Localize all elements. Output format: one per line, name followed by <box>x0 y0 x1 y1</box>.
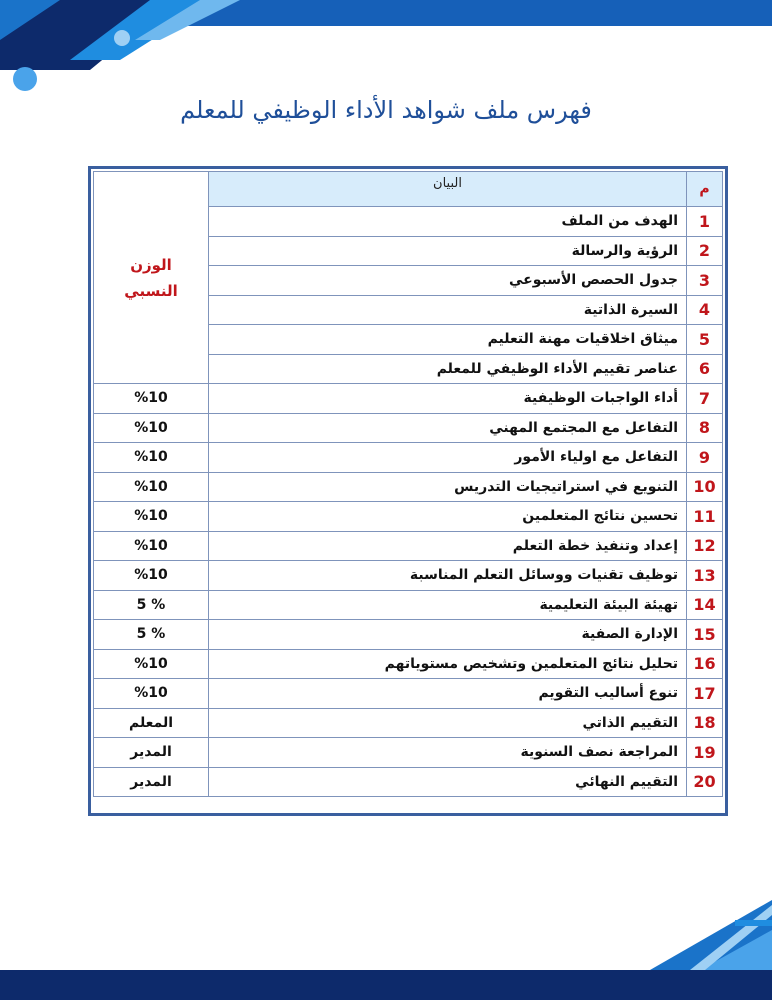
row-number: 20 <box>687 767 723 797</box>
row-weight: %10 <box>94 649 209 679</box>
row-statement: التقييم الذاتي <box>209 708 687 738</box>
row-number: 17 <box>687 679 723 709</box>
row-number: 14 <box>687 590 723 620</box>
table-row <box>94 590 723 620</box>
table-row <box>94 561 723 591</box>
row-number: 19 <box>687 738 723 768</box>
table-row <box>94 620 723 650</box>
weight-header-line-2: النسبي <box>124 282 178 300</box>
row-statement: التنويع في استراتيجيات التدريس <box>209 472 687 502</box>
row-statement: التفاعل مع اولياء الأمور <box>209 443 687 473</box>
row-number: 7 <box>687 384 723 414</box>
row-number: 12 <box>687 531 723 561</box>
table-row <box>94 649 723 679</box>
row-number: 10 <box>687 472 723 502</box>
page-title: فهرس ملف شواهد الأداء الوظيفي للمعلم <box>180 96 592 124</box>
row-weight: %10 <box>94 443 209 473</box>
row-statement: ميثاق اخلاقيات مهنة التعليم <box>209 325 687 355</box>
row-number: 18 <box>687 708 723 738</box>
row-number: 5 <box>687 325 723 355</box>
row-statement: تحليل نتائج المتعلمين وتشخيص مستوياتهم <box>209 649 687 679</box>
row-statement: الإدارة الصفية <box>209 620 687 650</box>
row-weight: %10 <box>94 561 209 591</box>
index-table <box>93 171 723 797</box>
row-weight: %10 <box>94 384 209 414</box>
row-statement: توظيف تقنيات ووسائل التعلم المناسبة <box>209 561 687 591</box>
row-number: 3 <box>687 266 723 296</box>
table-row <box>94 472 723 502</box>
row-statement: التفاعل مع المجتمع المهني <box>209 413 687 443</box>
row-number: 6 <box>687 354 723 384</box>
relative-weight-header <box>94 172 209 384</box>
row-weight: %10 <box>94 472 209 502</box>
table-row <box>94 502 723 532</box>
row-statement: السيرة الذاتية <box>209 295 687 325</box>
table-row <box>94 708 723 738</box>
table-row <box>94 679 723 709</box>
row-statement: جدول الحصص الأسبوعي <box>209 266 687 296</box>
table-row <box>94 384 723 414</box>
row-number: 4 <box>687 295 723 325</box>
row-weight: %10 <box>94 531 209 561</box>
bottom-banner-decoration <box>0 900 772 1000</box>
row-statement: أداء الواجبات الوظيفية <box>209 384 687 414</box>
row-number: 11 <box>687 502 723 532</box>
row-statement: عناصر تقييم الأداء الوظيفي للمعلم <box>209 354 687 384</box>
row-weight: المدير <box>94 738 209 768</box>
row-statement: تنوع أساليب التقويم <box>209 679 687 709</box>
row-statement: تهيئة البيئة التعليمية <box>209 590 687 620</box>
row-number: 16 <box>687 649 723 679</box>
table-row <box>94 767 723 797</box>
number-column-header: م <box>687 172 723 207</box>
row-weight: % 5 <box>94 620 209 650</box>
row-weight: المعلم <box>94 708 209 738</box>
table-row <box>94 531 723 561</box>
row-weight: %10 <box>94 679 209 709</box>
table-row <box>94 443 723 473</box>
top-banner-decoration <box>0 0 772 91</box>
row-weight: %10 <box>94 413 209 443</box>
statement-column-header: البيان <box>209 172 687 207</box>
row-statement: إعداد وتنفيذ خطة التعلم <box>209 531 687 561</box>
row-statement: تحسين نتائج المتعلمين <box>209 502 687 532</box>
table-row <box>94 413 723 443</box>
row-weight: %10 <box>94 502 209 532</box>
row-weight: % 5 <box>94 590 209 620</box>
row-weight: المدير <box>94 767 209 797</box>
row-number: 9 <box>687 443 723 473</box>
index-table-frame <box>88 166 728 816</box>
row-statement: الهدف من الملف <box>209 207 687 237</box>
row-number: 2 <box>687 236 723 266</box>
table-row <box>94 738 723 768</box>
row-number: 15 <box>687 620 723 650</box>
table-header-row <box>94 172 723 207</box>
row-statement: الرؤية والرسالة <box>209 236 687 266</box>
row-number: 13 <box>687 561 723 591</box>
weight-header-line-1: الوزن <box>130 256 172 274</box>
row-statement: المراجعة نصف السنوية <box>209 738 687 768</box>
row-statement: التقييم النهائي <box>209 767 687 797</box>
row-number: 8 <box>687 413 723 443</box>
row-number: 1 <box>687 207 723 237</box>
